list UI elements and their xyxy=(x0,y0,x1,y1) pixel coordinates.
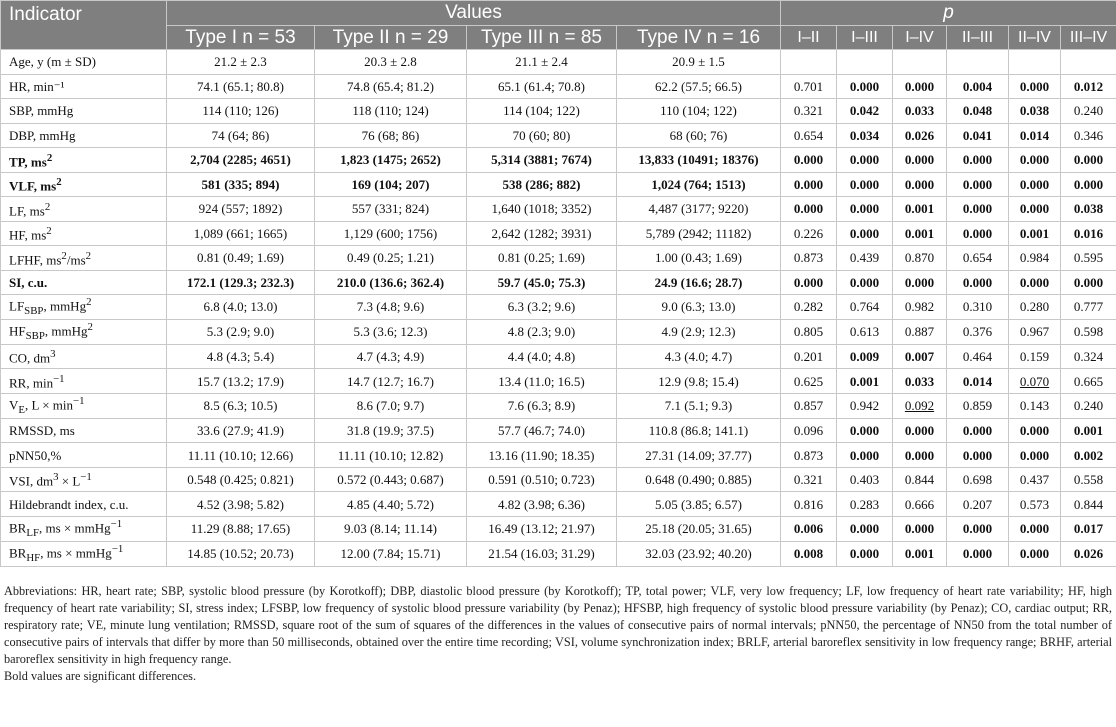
indicator-cell: $BR_{HF}$, ms × mmHg$^{-1}$ xyxy=(1,541,167,566)
p-cell: 0.000 xyxy=(1009,516,1061,541)
p-cell: 0.000 xyxy=(1061,270,1116,295)
p-cell: 0.000 xyxy=(837,172,893,197)
p-cell: 0.595 xyxy=(1061,246,1116,271)
table-row xyxy=(1,197,1116,222)
p-cell: 0.844 xyxy=(1061,492,1116,517)
pair-header-1-4: I–IV xyxy=(893,25,947,50)
value-cell: 76 (68; 86) xyxy=(315,123,467,148)
p-cell: 0.000 xyxy=(1009,197,1061,222)
abbreviations-note: Abbreviations: HR, heart rate; SBP, systolic blood pressure (by Korotkoff); DBP, diastolic blood pressure (by Korotkoff); TP, total power; VLF, very low frequency; LF, low frequency of heart rate variability; HF, high frequency of heart rate variability; SI, stress index; LFSBP, low frequency of systolic blood pressure variability (by Penaz); HFSBP, high frequency of systolic blood pressure variability (by Penaz); CO, cardiac output; RR, respiratory rate; VE, minute lung ventilation; RMSSD, square root of the sum of squares of the differences in the values of consecutive pairs of normal intervals; pNN50, the percentage of NN50 from the total number of consecutive pairs of intervals that differ by more than 50 milliseconds, obtained over the entire time recording; VSI, volume synchronization index; BRLF, arterial baroreflex sensitivity in low frequency range; BRHF, arterial baroreflex sensitivity in high frequency range. xyxy=(4,584,1112,666)
value-cell: 4.82 (3.98; 6.36) xyxy=(467,492,617,517)
indicator-cell: $V_E$, $L \times \min^{-1}$ xyxy=(1,393,167,418)
indicator-cell: $HF_{SBP}$, mmHg$^2$ xyxy=(1,319,167,344)
p-cell: 0.002 xyxy=(1061,443,1116,468)
p-cell: 0.816 xyxy=(781,492,837,517)
p-cell: 0.041 xyxy=(947,123,1009,148)
p-cell: 0.001 xyxy=(893,541,947,566)
table-row xyxy=(1,319,1116,344)
value-cell: 1,024 (764; 1513) xyxy=(617,172,781,197)
indicator-cell: CO, $dm^3$ xyxy=(1,344,167,369)
p-cell: 0.000 xyxy=(781,148,837,173)
p-cell: 0.873 xyxy=(781,443,837,468)
p-cell: 0.038 xyxy=(1061,197,1116,222)
indicator-cell: TP, $ms^2$ xyxy=(1,148,167,173)
p-cell: 0.000 xyxy=(1009,443,1061,468)
p-cell: 0.654 xyxy=(781,123,837,148)
table-row xyxy=(1,443,1116,468)
p-cell xyxy=(947,50,1009,75)
p-cell: 0.000 xyxy=(837,74,893,99)
values-header: Values xyxy=(167,1,781,26)
p-cell: 0.573 xyxy=(1009,492,1061,517)
value-cell: 7.3 (4.8; 9.6) xyxy=(315,295,467,320)
value-cell: 4,487 (3177; 9220) xyxy=(617,197,781,222)
p-cell xyxy=(893,50,947,75)
table-row xyxy=(1,123,1116,148)
p-cell: 0.764 xyxy=(837,295,893,320)
value-cell: 0.548 (0.425; 0.821) xyxy=(167,467,315,492)
bold-values-note: Bold values are significant differences. xyxy=(4,669,197,683)
group-header-type-2: Type II n = 29 xyxy=(315,25,467,50)
value-cell: 4.7 (4.3; 4.9) xyxy=(315,344,467,369)
value-cell: 20.9 ± 1.5 xyxy=(617,50,781,75)
pair-header-2-3: II–III xyxy=(947,25,1009,50)
p-cell: 0.000 xyxy=(947,270,1009,295)
indicator-cell: Hildebrandt index, c.u. xyxy=(1,492,167,517)
p-cell: 0.321 xyxy=(781,99,837,124)
table-row xyxy=(1,74,1116,99)
value-cell: 581 (335; 894) xyxy=(167,172,315,197)
p-cell: 0.034 xyxy=(837,123,893,148)
p-cell: 0.558 xyxy=(1061,467,1116,492)
table-row xyxy=(1,295,1116,320)
p-cell: 0.613 xyxy=(837,319,893,344)
indicator-cell: $BR_{LF}$, ms × mmHg$^{-1}$ xyxy=(1,516,167,541)
p-cell: 0.403 xyxy=(837,467,893,492)
p-cell: 0.009 xyxy=(837,344,893,369)
value-cell: 74.8 (65.4; 81.2) xyxy=(315,74,467,99)
value-cell: 0.591 (0.510; 0.723) xyxy=(467,467,617,492)
table-row xyxy=(1,99,1116,124)
value-cell: 2,642 (1282; 3931) xyxy=(467,221,617,246)
table-row xyxy=(1,221,1116,246)
p-cell: 0.000 xyxy=(837,541,893,566)
table-row xyxy=(1,172,1116,197)
table-row xyxy=(1,50,1116,75)
value-cell: 4.8 (2.3; 9.0) xyxy=(467,319,617,344)
p-cell: 0.000 xyxy=(947,221,1009,246)
value-cell: 70 (60; 80) xyxy=(467,123,617,148)
value-cell: 8.6 (7.0; 9.7) xyxy=(315,393,467,418)
p-cell: 0.006 xyxy=(781,516,837,541)
p-cell: 0.048 xyxy=(947,99,1009,124)
p-cell: 0.870 xyxy=(893,246,947,271)
indicator-cell: RMSSD, ms xyxy=(1,418,167,443)
value-cell: 68 (60; 76) xyxy=(617,123,781,148)
p-cell: 0.240 xyxy=(1061,393,1116,418)
value-cell: 32.03 (23.92; 40.20) xyxy=(617,541,781,566)
value-cell: 16.49 (13.12; 21.97) xyxy=(467,516,617,541)
p-cell: 0.017 xyxy=(1061,516,1116,541)
p-cell: 0.000 xyxy=(1009,541,1061,566)
p-cell: 0.201 xyxy=(781,344,837,369)
value-cell: 114 (104; 122) xyxy=(467,99,617,124)
p-cell: 0.282 xyxy=(781,295,837,320)
value-cell: 114 (110; 126) xyxy=(167,99,315,124)
p-cell: 0.001 xyxy=(837,369,893,394)
p-cell xyxy=(837,50,893,75)
p-cell: 0.000 xyxy=(837,197,893,222)
value-cell: 1,089 (661; 1665) xyxy=(167,221,315,246)
value-cell: 24.9 (16.6; 28.7) xyxy=(617,270,781,295)
value-cell: 6.8 (4.0; 13.0) xyxy=(167,295,315,320)
indicator-cell: Age, y (m ± SD) xyxy=(1,50,167,75)
p-cell: 0.777 xyxy=(1061,295,1116,320)
p-cell: 0.000 xyxy=(893,516,947,541)
p-cell: 0.310 xyxy=(947,295,1009,320)
indicator-cell: DBP, mmHg xyxy=(1,123,167,148)
p-cell: 0.000 xyxy=(837,418,893,443)
table-row xyxy=(1,541,1116,566)
p-cell: 0.873 xyxy=(781,246,837,271)
p-cell: 0.026 xyxy=(893,123,947,148)
value-cell: 118 (110; 124) xyxy=(315,99,467,124)
p-cell: 0.000 xyxy=(781,197,837,222)
p-cell: 0.598 xyxy=(1061,319,1116,344)
p-cell: 0.042 xyxy=(837,99,893,124)
value-cell: 33.6 (27.9; 41.9) xyxy=(167,418,315,443)
p-cell: 0.000 xyxy=(1009,418,1061,443)
p-cell: 0.000 xyxy=(947,148,1009,173)
p-cell: 0.007 xyxy=(893,344,947,369)
p-cell: 0.000 xyxy=(837,516,893,541)
p-cell: 0.982 xyxy=(893,295,947,320)
p-cell: 0.000 xyxy=(947,172,1009,197)
value-cell: 4.9 (2.9; 12.3) xyxy=(617,319,781,344)
p-cell: 0.346 xyxy=(1061,123,1116,148)
p-cell: 0.698 xyxy=(947,467,1009,492)
table-footnote xyxy=(0,583,1116,685)
value-cell: 4.4 (4.0; 4.8) xyxy=(467,344,617,369)
value-cell: 11.11 (10.10; 12.82) xyxy=(315,443,467,468)
value-cell: 0.572 (0.443; 0.687) xyxy=(315,467,467,492)
value-cell: 74.1 (65.1; 80.8) xyxy=(167,74,315,99)
value-cell: 20.3 ± 2.8 xyxy=(315,50,467,75)
pair-header-1-3: I–III xyxy=(837,25,893,50)
p-cell: 0.226 xyxy=(781,221,837,246)
p-cell: 0.000 xyxy=(947,443,1009,468)
pair-header-2-4: II–IV xyxy=(1009,25,1061,50)
p-cell: 0.625 xyxy=(781,369,837,394)
indicator-cell: HF, $ms^2$ xyxy=(1,221,167,246)
value-cell: 59.7 (45.0; 75.3) xyxy=(467,270,617,295)
value-cell: 4.85 (4.40; 5.72) xyxy=(315,492,467,517)
p-cell: 0.654 xyxy=(947,246,1009,271)
p-cell: 0.439 xyxy=(837,246,893,271)
p-cell: 0.070 xyxy=(1009,369,1061,394)
value-cell: 21.54 (16.03; 31.29) xyxy=(467,541,617,566)
p-cell: 0.001 xyxy=(893,197,947,222)
value-cell: 15.7 (13.2; 17.9) xyxy=(167,369,315,394)
value-cell: 210.0 (136.6; 362.4) xyxy=(315,270,467,295)
p-cell: 0.000 xyxy=(1061,148,1116,173)
p-cell: 0.000 xyxy=(837,221,893,246)
p-cell: 0.026 xyxy=(1061,541,1116,566)
p-cell: 0.038 xyxy=(1009,99,1061,124)
group-header-type-3: Type III n = 85 xyxy=(467,25,617,50)
p-cell: 0.859 xyxy=(947,393,1009,418)
p-cell: 0.033 xyxy=(893,369,947,394)
p-cell: 0.857 xyxy=(781,393,837,418)
p-cell xyxy=(781,50,837,75)
p-cell: 0.000 xyxy=(837,443,893,468)
p-header: p xyxy=(781,1,1116,26)
p-cell: 0.000 xyxy=(1061,172,1116,197)
value-cell: 14.85 (10.52; 20.73) xyxy=(167,541,315,566)
value-cell: 11.11 (10.10; 12.66) xyxy=(167,443,315,468)
p-cell: 0.001 xyxy=(1061,418,1116,443)
value-cell: 6.3 (3.2; 9.6) xyxy=(467,295,617,320)
value-cell: 74 (64; 86) xyxy=(167,123,315,148)
value-cell: 7.1 (5.1; 9.3) xyxy=(617,393,781,418)
value-cell: 538 (286; 882) xyxy=(467,172,617,197)
indicator-header: Indicator xyxy=(1,1,167,50)
indicator-cell: VSI, $dm^3 \times L^{-1}$ xyxy=(1,467,167,492)
p-cell: 0.159 xyxy=(1009,344,1061,369)
p-cell: 0.000 xyxy=(781,270,837,295)
p-cell: 0.280 xyxy=(1009,295,1061,320)
value-cell: 557 (331; 824) xyxy=(315,197,467,222)
table-row xyxy=(1,344,1116,369)
value-cell: 25.18 (20.05; 31.65) xyxy=(617,516,781,541)
p-cell: 0.805 xyxy=(781,319,837,344)
indicator-cell: RR, $\min^{-1}$ xyxy=(1,369,167,394)
p-cell: 0.240 xyxy=(1061,99,1116,124)
value-cell: 2,704 (2285; 4651) xyxy=(167,148,315,173)
p-cell: 0.376 xyxy=(947,319,1009,344)
value-cell: 1,823 (1475; 2652) xyxy=(315,148,467,173)
value-cell: 110 (104; 122) xyxy=(617,99,781,124)
value-cell: 0.49 (0.25; 1.21) xyxy=(315,246,467,271)
p-cell: 0.008 xyxy=(781,541,837,566)
value-cell: 5,314 (3881; 7674) xyxy=(467,148,617,173)
p-cell: 0.942 xyxy=(837,393,893,418)
p-cell xyxy=(1061,50,1116,75)
p-cell: 0.012 xyxy=(1061,74,1116,99)
p-cell: 0.000 xyxy=(1009,148,1061,173)
p-cell: 0.001 xyxy=(893,221,947,246)
indicator-cell: pNN50,% xyxy=(1,443,167,468)
p-cell: 0.000 xyxy=(893,74,947,99)
p-cell: 0.666 xyxy=(893,492,947,517)
value-cell: 27.31 (14.09; 37.77) xyxy=(617,443,781,468)
value-cell: 12.9 (9.8; 15.4) xyxy=(617,369,781,394)
value-cell: 21.2 ± 2.3 xyxy=(167,50,315,75)
p-cell: 0.207 xyxy=(947,492,1009,517)
value-cell: 172.1 (129.3; 232.3) xyxy=(167,270,315,295)
table-row xyxy=(1,516,1116,541)
value-cell: 4.3 (4.0; 4.7) xyxy=(617,344,781,369)
p-cell: 0.014 xyxy=(947,369,1009,394)
p-cell: 0.004 xyxy=(947,74,1009,99)
value-cell: 57.7 (46.7; 74.0) xyxy=(467,418,617,443)
p-cell: 0.000 xyxy=(893,443,947,468)
indicator-cell: HR, min⁻¹ xyxy=(1,74,167,99)
value-cell: 4.52 (3.98; 5.82) xyxy=(167,492,315,517)
p-cell: 0.437 xyxy=(1009,467,1061,492)
indicator-cell: VLF, $ms^2$ xyxy=(1,172,167,197)
table-row xyxy=(1,148,1116,173)
p-cell: 0.014 xyxy=(1009,123,1061,148)
table-row xyxy=(1,467,1116,492)
value-cell: 65.1 (61.4; 70.8) xyxy=(467,74,617,99)
value-cell: 0.81 (0.49; 1.69) xyxy=(167,246,315,271)
indicator-cell: $LF_{SBP}$, mmHg$^2$ xyxy=(1,295,167,320)
value-cell: 12.00 (7.84; 15.71) xyxy=(315,541,467,566)
p-cell: 0.701 xyxy=(781,74,837,99)
value-cell: 13.4 (11.0; 16.5) xyxy=(467,369,617,394)
value-cell: 13.16 (11.90; 18.35) xyxy=(467,443,617,468)
p-cell: 0.887 xyxy=(893,319,947,344)
p-cell: 0.000 xyxy=(947,541,1009,566)
p-cell: 0.000 xyxy=(893,270,947,295)
p-cell: 0.000 xyxy=(947,516,1009,541)
value-cell: 0.81 (0.25; 1.69) xyxy=(467,246,617,271)
table-row xyxy=(1,270,1116,295)
p-cell: 0.967 xyxy=(1009,319,1061,344)
table-row xyxy=(1,418,1116,443)
value-cell: 8.5 (6.3; 10.5) xyxy=(167,393,315,418)
indicator-cell: SI, c.u. xyxy=(1,270,167,295)
value-cell: 9.0 (6.3; 13.0) xyxy=(617,295,781,320)
pair-header-3-4: III–IV xyxy=(1061,25,1116,50)
table-row xyxy=(1,492,1116,517)
value-cell: 11.29 (8.88; 17.65) xyxy=(167,516,315,541)
p-cell: 0.001 xyxy=(1009,221,1061,246)
value-cell: 5,789 (2942; 11182) xyxy=(617,221,781,246)
value-cell: 62.2 (57.5; 66.5) xyxy=(617,74,781,99)
group-header-type-4: Type IV n = 16 xyxy=(617,25,781,50)
p-cell: 0.000 xyxy=(893,418,947,443)
p-cell xyxy=(1009,50,1061,75)
p-cell: 0.464 xyxy=(947,344,1009,369)
p-cell: 0.283 xyxy=(837,492,893,517)
pair-header-1-2: I–II xyxy=(781,25,837,50)
p-cell: 0.000 xyxy=(1009,74,1061,99)
p-cell: 0.321 xyxy=(781,467,837,492)
value-cell: 5.3 (2.9; 9.0) xyxy=(167,319,315,344)
p-cell: 0.000 xyxy=(837,270,893,295)
value-cell: 5.05 (3.85; 6.57) xyxy=(617,492,781,517)
p-cell: 0.033 xyxy=(893,99,947,124)
p-cell: 0.000 xyxy=(893,172,947,197)
p-cell: 0.000 xyxy=(1009,172,1061,197)
group-header-type-1: Type I n = 53 xyxy=(167,25,315,50)
value-cell: 14.7 (12.7; 16.7) xyxy=(315,369,467,394)
p-cell: 0.143 xyxy=(1009,393,1061,418)
value-cell: 0.648 (0.490; 0.885) xyxy=(617,467,781,492)
p-cell: 0.984 xyxy=(1009,246,1061,271)
p-cell: 0.000 xyxy=(947,418,1009,443)
value-cell: 7.6 (6.3; 8.9) xyxy=(467,393,617,418)
indicator-cell: SBP, mmHg xyxy=(1,99,167,124)
indicator-cell: LFHF, $ms^2/ms^2$ xyxy=(1,246,167,271)
p-cell: 0.000 xyxy=(837,148,893,173)
p-cell: 0.665 xyxy=(1061,369,1116,394)
table-row xyxy=(1,246,1116,271)
p-cell: 0.000 xyxy=(947,197,1009,222)
table-row xyxy=(1,369,1116,394)
value-cell: 31.8 (19.9; 37.5) xyxy=(315,418,467,443)
value-cell: 1.00 (0.43; 1.69) xyxy=(617,246,781,271)
value-cell: 924 (557; 1892) xyxy=(167,197,315,222)
p-cell: 0.096 xyxy=(781,418,837,443)
value-cell: 110.8 (86.8; 141.1) xyxy=(617,418,781,443)
p-cell: 0.000 xyxy=(781,172,837,197)
value-cell: 5.3 (3.6; 12.3) xyxy=(315,319,467,344)
indicator-cell: LF, $ms^2$ xyxy=(1,197,167,222)
value-cell: 9.03 (8.14; 11.14) xyxy=(315,516,467,541)
value-cell: 1,129 (600; 1756) xyxy=(315,221,467,246)
table-row xyxy=(1,393,1116,418)
value-cell: 4.8 (4.3; 5.4) xyxy=(167,344,315,369)
p-cell: 0.000 xyxy=(1009,270,1061,295)
value-cell: 169 (104; 207) xyxy=(315,172,467,197)
p-cell: 0.092 xyxy=(893,393,947,418)
p-cell: 0.324 xyxy=(1061,344,1116,369)
p-cell: 0.016 xyxy=(1061,221,1116,246)
p-cell: 0.844 xyxy=(893,467,947,492)
value-cell: 1,640 (1018; 3352) xyxy=(467,197,617,222)
p-cell: 0.000 xyxy=(893,148,947,173)
value-cell: 13,833 (10491; 18376) xyxy=(617,148,781,173)
value-cell: 21.1 ± 2.4 xyxy=(467,50,617,75)
